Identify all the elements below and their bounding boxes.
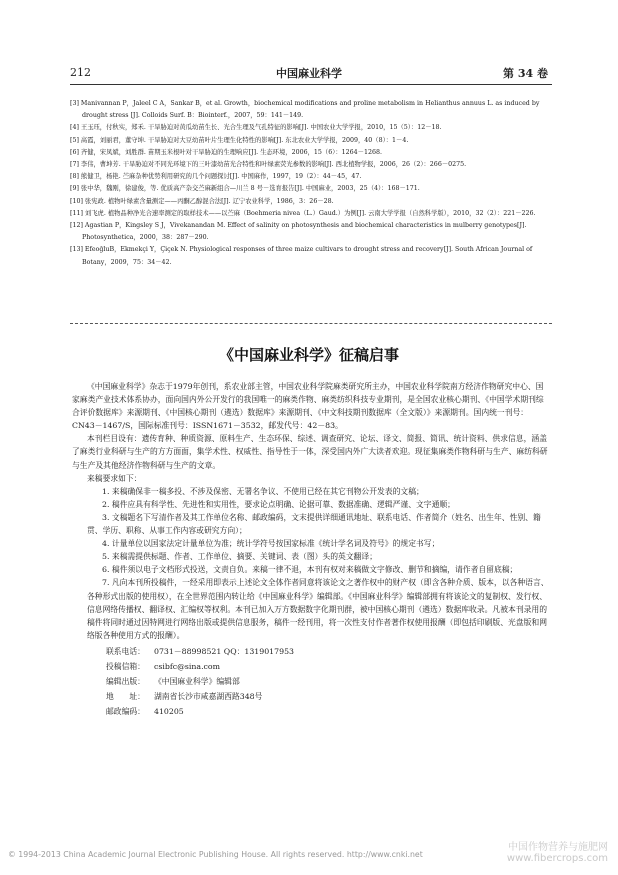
page-header	[70, 64, 548, 82]
reference-item: [12] Agastian P，Kingsley S J，Vivekanandan M. Effect of salinity on photosynthesis and biochemical characteristics in mulberry genotypes[J]. Photosynthetica，2000，38：287－290.	[70, 222, 527, 242]
requirement-item: 3. 文稿题名下写清作者及其工作单位名称、邮政编码，文末提供详细通讯地址、联系电话、作者简介（姓名、出生年、性别、籍贯、学历、职称、从事工作内容或研究方向）；	[87, 512, 541, 536]
postcode-label: 邮政编码：	[106, 706, 145, 716]
header-rule	[70, 84, 552, 85]
notice-intro: 《中国麻业科学》杂志于1979年创刊，系农业部主管，中国农业科学院麻类研究所主办，中国农业科学院南方经济作物研究中心、国家麻类产业技术体系协办，面向国内外公开发行的我国唯一的麻类作物、麻类纺织科技专业期刊，是全国农业核心期刊、《中国学术期刊综合评价数据库》来源期刊、《中国核心期刊（遴选）数据库》来源期刊、《中文科技期刊数据库（全文版）》来源期刊。国内统一刊号：CN43－1467/S，国际标准刊号：ISSN1671－3532，邮发代号：42－83。	[72, 382, 544, 431]
copyright-footer: © 1994-2013 China Academic Journal Electronic Publishing House. All rights reserved. http://www.cnki.net	[8, 850, 423, 859]
contact-address	[106, 689, 550, 704]
notice-body	[72, 380, 550, 719]
address-value: 湖南省长沙市咸嘉湖西路348号	[154, 691, 263, 701]
reference-item: [3] Manivannan P，Jaleel C A，Sankar B，et al. Growth，biochemical modifications and proline metabolism in Helianthus annuus L. as induced by drought stress [J]. Colloids Surf. B：Biointerf.，2007，59：141－149.	[70, 100, 540, 120]
reference-item: [6] 齐健，宋凤斌，刘胜群. 苗期玉米根叶对干旱胁迫的生理响应[J]. 生态环境，2006，15（6）：1264－1268.	[70, 148, 382, 156]
section-divider	[70, 323, 552, 324]
journal-name: 中国麻业科学	[276, 67, 342, 80]
watermark	[507, 842, 608, 864]
publisher-label: 编辑出版：	[106, 676, 145, 686]
requirement-item: 2. 稿件应具有科学性、先进性和实用性，要求论点明确、论据可靠、数据准确、逻辑严谨、文字通顺；	[102, 499, 455, 509]
address-label: 地 址：	[106, 691, 145, 701]
requirement-item: 4. 计量单位以国家法定计量单位为准；统计学符号按国家标准《统计学名词及符号》的规定书写；	[102, 539, 440, 549]
requirement-item: 1. 来稿确保非一稿多投、不涉及保密、无署名争议、不使用已经在其它刊物公开发表的文稿；	[102, 486, 424, 496]
volume-label: 第 34 卷	[503, 67, 548, 80]
reference-item: [13] EfeoğluB，Ekmekçi Y，Çiçek N. Physiological responses of three maize cultivars to drought stress and recovery[J]. South African Journal of Botany，2009，75：34－42.	[70, 246, 533, 266]
publisher-value: 《中国麻业科学》编辑部	[154, 676, 240, 686]
reference-item: [11] 刘飞虎. 植物品种净光合速率测定的取样技术——以苎麻（Boehmeria nivea（L.）Gaud.）为例[J]. 云南大学学报（自然科学版），2010，32（2）：221－226.	[70, 209, 536, 217]
reference-item: [10] 张宪政. 植物叶绿素含量测定——丙酮乙醇混合法[J]. 辽宁农业科学，1986，3：26－28.	[70, 197, 334, 205]
reference-item: [4] 王玉珏，付秋实，郑禾. 干旱胁迫对黄瓜幼苗生长、光合生理及气孔特征的影响[J]. 中国农业大学学报，2010，15（5）：12－18.	[70, 124, 442, 132]
requirement-item: 6. 稿件须以电子文档形式投送，文责自负。来稿一律不退，本刊有权对来稿做文字修改、删节和摘编，请作者自留底稿；	[102, 565, 518, 575]
email-value[interactable]: csibfc@sina.com	[154, 661, 220, 671]
reference-item: [5] 高霞，刘丽君，董守坤. 干旱胁迫对大豆幼苗叶片生理生化特性的影响[J]. 东北农业大学学报，2009，40（8）：1－4.	[70, 136, 409, 144]
watermark-line1: 中国作物营养与施肥网	[508, 842, 608, 853]
postcode-value: 410205	[154, 706, 184, 716]
watermark-line2: www.fibercrops.com	[506, 853, 608, 864]
phone-label: 联系电话：	[106, 646, 145, 656]
contact-email	[106, 659, 550, 674]
reference-list	[70, 98, 550, 269]
page-number: 212	[70, 66, 91, 79]
notice-columns: 本刊栏目设有：遗传育种、种质资源、原料生产、生态环保、综述、调查研究、论坛、译文、简报、简讯、统计资料、供求信息，涵盖了麻类行业科研与生产的方方面面，集学术性、权威性、指导性于一体，深受国内外广大读者欢迎。现征集麻类作物科研与生产、麻纺科研与生产及其他经济作物科研与生产的文章。	[72, 434, 548, 470]
contact-publisher	[106, 674, 550, 689]
reference-item: [8] 熊健卫，杨艳. 苎麻杂种优势利用研究的几个问题探讨[J]. 中国麻作，1997，19（2）：44－45，47.	[70, 173, 362, 181]
contact-block	[72, 644, 550, 719]
requirement-item: 7. 凡向本刊所投稿件，一经采用即表示上述论文全体作者同意将该论文之著作权中的财产权（即含各种介质、版本，以各种语言、各种形式出版的使用权），在全世界范围内转让给《中国麻业科学》编辑部。《中国麻业科学》编辑部拥有将该论文的复制权、发行权、信息网络传播权、翻译权、汇编权等权利。本刊已加入万方数据数字化期刊群，被中国核心期刊（遴选）数据库收录。凡被本刊录用的稿件将同时通过因特网进行网络出版或提供信息服务，稿件一经刊用，将一次性支付作者著作权使用报酬（即包括印刷版、光盘版和网络版各种使用方式的报酬）。	[87, 578, 549, 640]
email-label: 投稿信箱：	[106, 661, 145, 671]
reference-item: [9] 张中华，魏刚，徐建俊，等. 优质高产杂交苎麻新组合—川兰 8 号－选育报告[J]. 中国麻业，2003，25（4）：168－171.	[70, 185, 420, 193]
contact-phone	[106, 644, 550, 659]
contact-postcode	[106, 704, 550, 719]
requirement-item: 5. 来稿需提供标题、作者、工作单位、摘要、关键词、表（图）头的英文翻译；	[102, 552, 378, 562]
reference-item: [7] 李伟，曹坤芳. 干旱胁迫对不同光环境下的三叶漆幼苗光合特性和叶绿素荧光参数的影响[J]. 西北植物学报，2006，26（2）：266－0275.	[70, 161, 467, 169]
notice-title: 《中国麻业科学》征稿启事	[218, 346, 399, 364]
phone-value: 0731－88998521 QQ：1319017953	[154, 646, 294, 656]
requirements-intro: 来稿要求如下：	[87, 473, 142, 483]
